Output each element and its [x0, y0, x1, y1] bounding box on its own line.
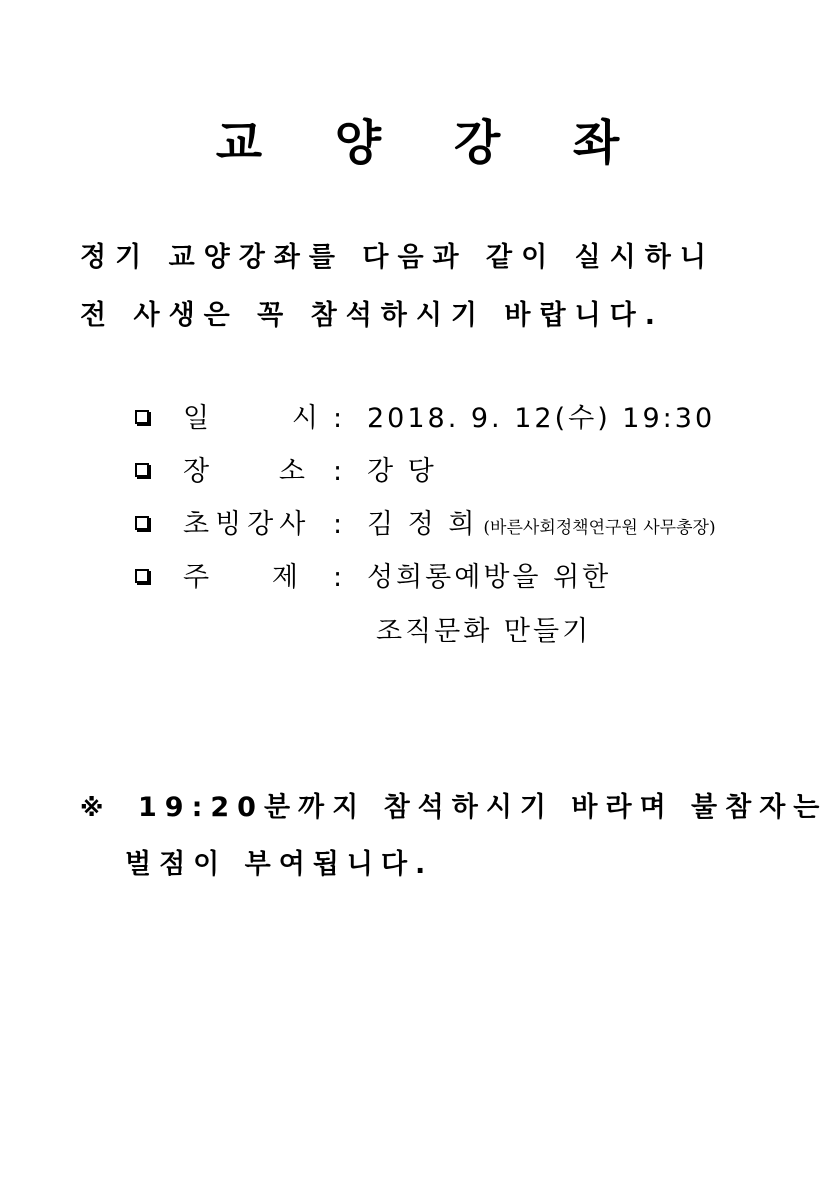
- intro-line-2: 전 사생은 꼭 참석하시기 바랍니다.: [80, 300, 665, 331]
- date-label: [183, 399, 318, 439]
- checkbox-icon: [135, 569, 149, 583]
- speaker-label: 초빙강사: [183, 509, 312, 540]
- date-label-b: 시: [291, 403, 318, 434]
- date-label-a: 일: [183, 403, 210, 434]
- checkbox-icon: [135, 516, 149, 530]
- speaker-value-wrap: [367, 505, 716, 548]
- topic-label-b: 제: [271, 562, 298, 593]
- topic-value-line-1: 성희롱예방을 위한: [367, 562, 612, 593]
- checkbox-icon: [135, 463, 149, 477]
- note-line-2: 벌점이 부여됩니다.: [125, 849, 434, 880]
- page-title: 교 양 강 좌: [215, 115, 648, 171]
- date-value: 2018. 9. 12(수) 19:30: [367, 403, 716, 434]
- checkbox-icon: [135, 410, 149, 424]
- place-label: [183, 452, 305, 492]
- place-label-a: 장: [183, 456, 210, 487]
- topic-label-a: 주: [183, 562, 210, 593]
- speaker-affiliation: (바른사회정책연구원 사무총장): [483, 518, 716, 538]
- speaker-name: 김 정 희: [367, 509, 478, 540]
- topic-value-line-2: 조직문화 만들기: [376, 616, 592, 647]
- place-value: 강 당: [367, 456, 437, 487]
- topic-colon: :: [333, 562, 343, 593]
- place-colon: :: [333, 456, 343, 487]
- intro-line-1: 정기 교양강좌를 다음과 같이 실시하니: [80, 242, 715, 273]
- place-label-b: 소: [278, 456, 305, 487]
- reference-mark: ※: [80, 794, 104, 822]
- topic-label: [183, 558, 298, 598]
- note-line-1: 19:20분까지 참석하시기 바라며 불참자는: [138, 792, 828, 823]
- date-colon: :: [333, 403, 343, 434]
- speaker-colon: :: [333, 509, 343, 540]
